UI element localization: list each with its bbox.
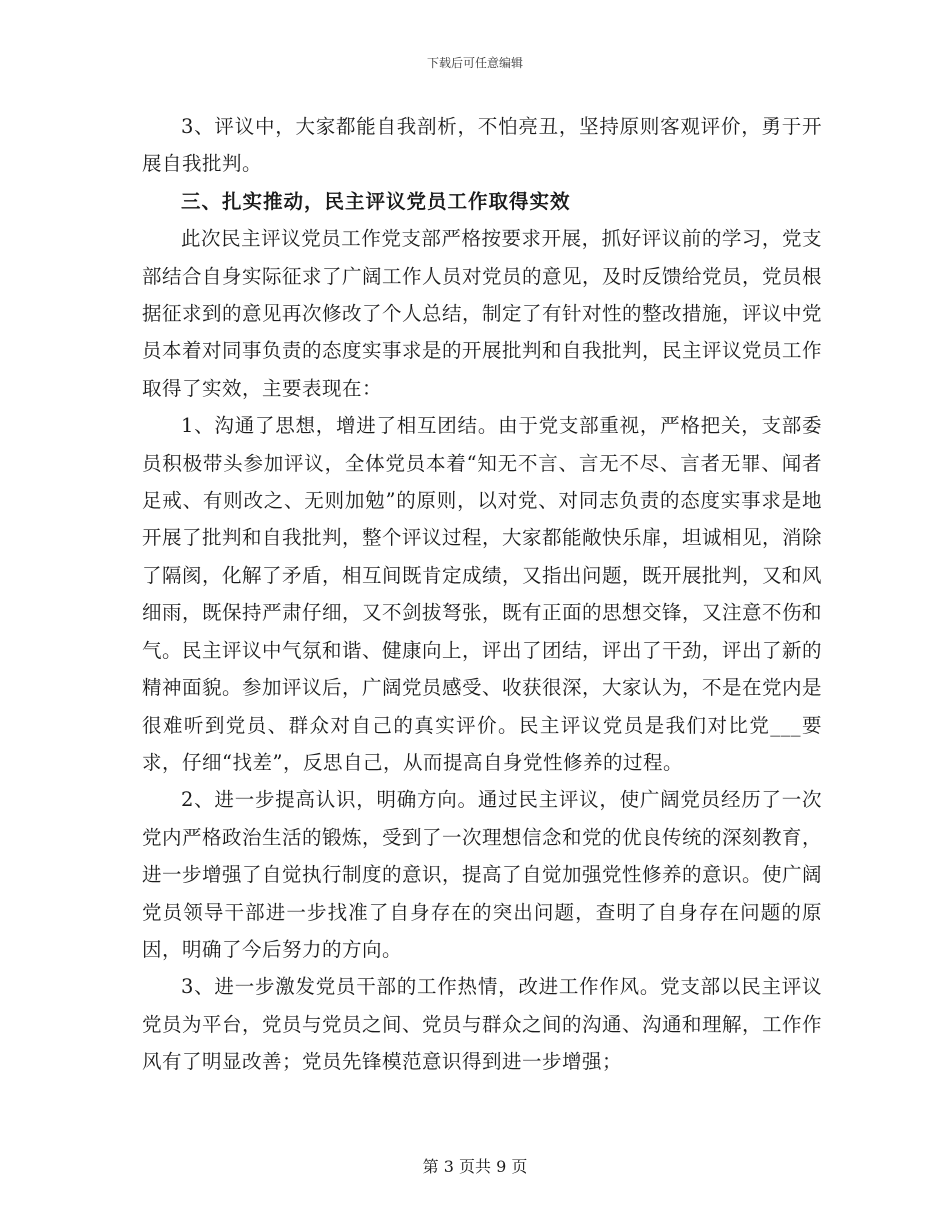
paragraph-result-2: 2、进一步提高认识，明确方向。通过民主评议，使广阔党员经历了一次党内严格政治生活的锻炼，受到了一次理想信念和党的优良传统的深刻教育，进一步增强了自觉执行制度的意识，提高了自觉加强党性修养的意识。使广阔党员领导干部进一步找准了自身存在的突出问题，查明了自身存在问题的原因，明确了今后努力的方向。 bbox=[142, 788, 823, 961]
page-number-footer: 第 3 页共 9 页 bbox=[422, 1157, 528, 1176]
paragraph-result-3: 3、进一步激发党员干部的工作热情，改进工作作风。党支部以民主评议党员为平台，党员与党员之间、党员与群众之间的沟通、沟通和理解，工作作风有了明显改善；党员先锋模范意识得到进一步增强； bbox=[142, 975, 823, 1074]
section-heading: 三、扎实推动，民主评议党员工作取得实效 bbox=[181, 189, 571, 213]
paragraph-point-3-self-criticism: 3、评议中，大家都能自我剖析，不怕亮丑，坚持原则客观评价，勇于开展自我批判。 bbox=[142, 115, 822, 176]
paragraph-result-1: 1、沟通了思想，增进了相互团结。由于党支部重视，严格把关，支部委员积极带头参加评议，全体党员本着“知无不言、言无不尽、言者无罪、闻者足戒、有则改之、无则加勉”的原则，以对党、对同志负责的态度实事求是地开展了批判和自我批判，整个评议过程，大家都能敞快乐扉，坦诚相见，消除了隔阂，化解了矛盾，相互间既肯定成绩，又指出问题，既开展批判，又和风细雨，既保持严肃仔细，又不剑拔弩张，既有正面的思想交锋，又注意不伤和气。民主评议中气氛和谐、健康向上，评出了团结，评出了干劲，评出了新的精神面貌。参加评议后，广阔党员感受、收获很深，大家认为，不是在党内是很难听到党员、群众对自己的真实评价。民主评议党员是我们对比党___要求，仔细“找差”，反思自己，从而提高自身党性修养的过程。 bbox=[142, 414, 823, 774]
page-header: 下载后可任意编辑 bbox=[426, 56, 523, 70]
paragraph-intro: 此次民主评议党员工作党支部严格按要求开展，抓好评议前的学习，党支部结合自身实际征求了广阔工作人员对党员的意见，及时反馈给党员，党员根据征求到的意见再次修改了个人总结，制定了有针对性的整改措施，评议中党员本着对同事负责的态度实事求是的开展批判和自我批判，民主评议党员工作取得了实效，主要表现在： bbox=[142, 227, 823, 400]
document-body bbox=[142, 108, 822, 1081]
